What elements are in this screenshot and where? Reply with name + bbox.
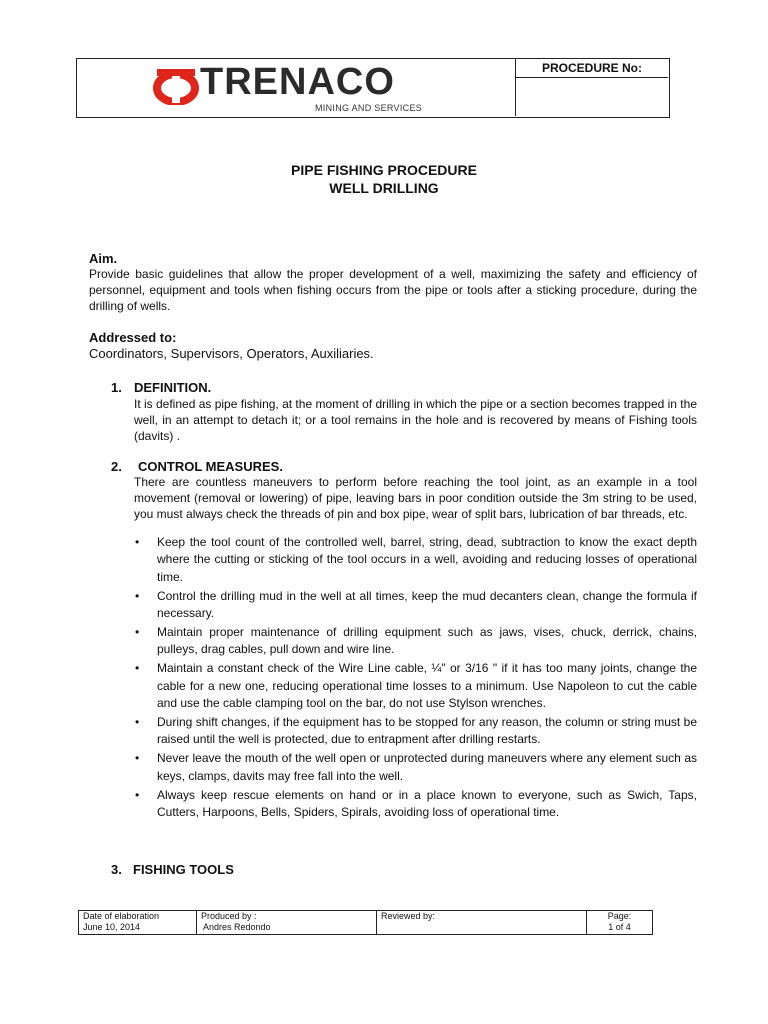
document-header (76, 58, 670, 118)
list-item (133, 750, 697, 785)
footer-produced-cell (197, 911, 377, 934)
section-2-heading: CONTROL MEASURES. (138, 459, 283, 474)
company-name: TRENACO (200, 61, 395, 103)
document-title: PIPE FISHING PROCEDURE (291, 162, 477, 178)
footer-page-label: Page: (607, 911, 632, 921)
document-subtitle: WELL DRILLING (329, 180, 439, 196)
addressed-heading: Addressed to: (89, 330, 177, 345)
list-item-text: Control the drilling mud in the well at all times, keep the mud decanters clean, change the formula if necessary. (157, 588, 697, 621)
list-item (133, 588, 697, 623)
section-1-number: 1. (111, 380, 122, 395)
control-measures-list (133, 534, 697, 823)
logo-cell (77, 59, 516, 116)
footer-date-label: Date of elaboration (83, 911, 160, 921)
aim-text: Provide basic guidelines that allow the proper development of a well, maximizing the safety and efficiency of personnel, equipment and tools when fishing occurs from the pipe or tools after a sticking procedure, during the drilling of wells. (89, 267, 697, 313)
list-item-text: Maintain a constant check of the Wire Line cable, ¼" or 3/16 " if it has too many joints, change the cable for a new one, reducing operational time losses to a minimum. Use Napoleon to cut the cable and use the cable clamping tool on the bar, do not use Stylson wrenches. (157, 661, 697, 711)
list-item (133, 624, 697, 659)
section-1-text: It is defined as pipe fishing, at the moment of drilling in which the pipe or a section becomes trapped in the well, in an attempt to detach it; or a tool remains in the hole and is recovered by means of Fishing tools (davits) . (134, 397, 697, 443)
list-item-text: Maintain proper maintenance of drilling equipment such as jaws, vises, chuck, derrick, chains, pulleys, drag cables, pull down and wire line. (157, 625, 697, 657)
footer-page-value: 1 of 4 (608, 922, 631, 932)
list-item-text: Keep the tool count of the controlled well, barrel, string, dead, subtraction to know the exact depth where the cutting or sticking of the tool occurs in a well, avoiding and reducing losses of operational time. (157, 535, 697, 584)
list-item (133, 714, 697, 749)
addressed-text: Coordinators, Supervisors, Operators, Auxiliaries. (89, 346, 374, 361)
bullet-icon: • (135, 661, 140, 676)
list-item (133, 660, 697, 712)
footer-reviewed-label: Reviewed by: (381, 911, 436, 921)
bullet-icon: • (135, 715, 140, 730)
bullet-icon: • (135, 535, 140, 549)
list-item (133, 534, 697, 586)
footer-date-cell (79, 911, 197, 934)
section-2-number: 2. (111, 459, 122, 474)
list-item-text: Never leave the mouth of the well open or unprotected during maneuvers where any element such as keys, clamps, davits may free fall into the well. (157, 751, 697, 783)
document-footer (78, 910, 653, 935)
footer-page-cell (587, 911, 652, 934)
footer-produced-value: Andres Redondo (203, 922, 271, 932)
company-logo-icon (153, 67, 199, 105)
company-subtitle: MINING AND SERVICES (315, 103, 423, 113)
section-1-heading: DEFINITION. (134, 380, 212, 395)
list-item (133, 787, 697, 822)
bullet-icon: • (135, 625, 140, 640)
list-item-text: Always keep rescue elements on hand or in a place known to everyone, such as Swich, Taps, Cutters, Harpoons, Bells, Spiders, Spirals, avoiding loss of operational time. (157, 787, 697, 820)
section-3-heading: FISHING TOOLS (133, 862, 234, 877)
aim-heading: Aim. (89, 251, 118, 266)
section-2-text: There are countless maneuvers to perform before reaching the tool joint, as an example in a tool movement (removal or lowering) of pipe, leaving bars in poor condition outside the 3m string to be used, you must always check the threads of pin and box pipe, wear of split bars, lubrication of bar threads, etc. (134, 475, 697, 521)
procedure-number-value (516, 78, 668, 116)
footer-reviewed-cell (377, 911, 587, 934)
footer-produced-label: Produced by : (201, 911, 257, 921)
footer-date-value: June 10, 2014 (83, 922, 141, 932)
list-item-text: During shift changes, if the equipment has to be stopped for any reason, the column or string must be raised until the well is protected, due to entrapment after drilling restarts. (157, 715, 697, 747)
bullet-icon: • (135, 787, 140, 802)
section-3-number: 3. (111, 862, 122, 877)
procedure-number-label: PROCEDURE No: (516, 59, 668, 78)
bullet-icon: • (135, 588, 140, 603)
bullet-icon: • (135, 751, 140, 766)
